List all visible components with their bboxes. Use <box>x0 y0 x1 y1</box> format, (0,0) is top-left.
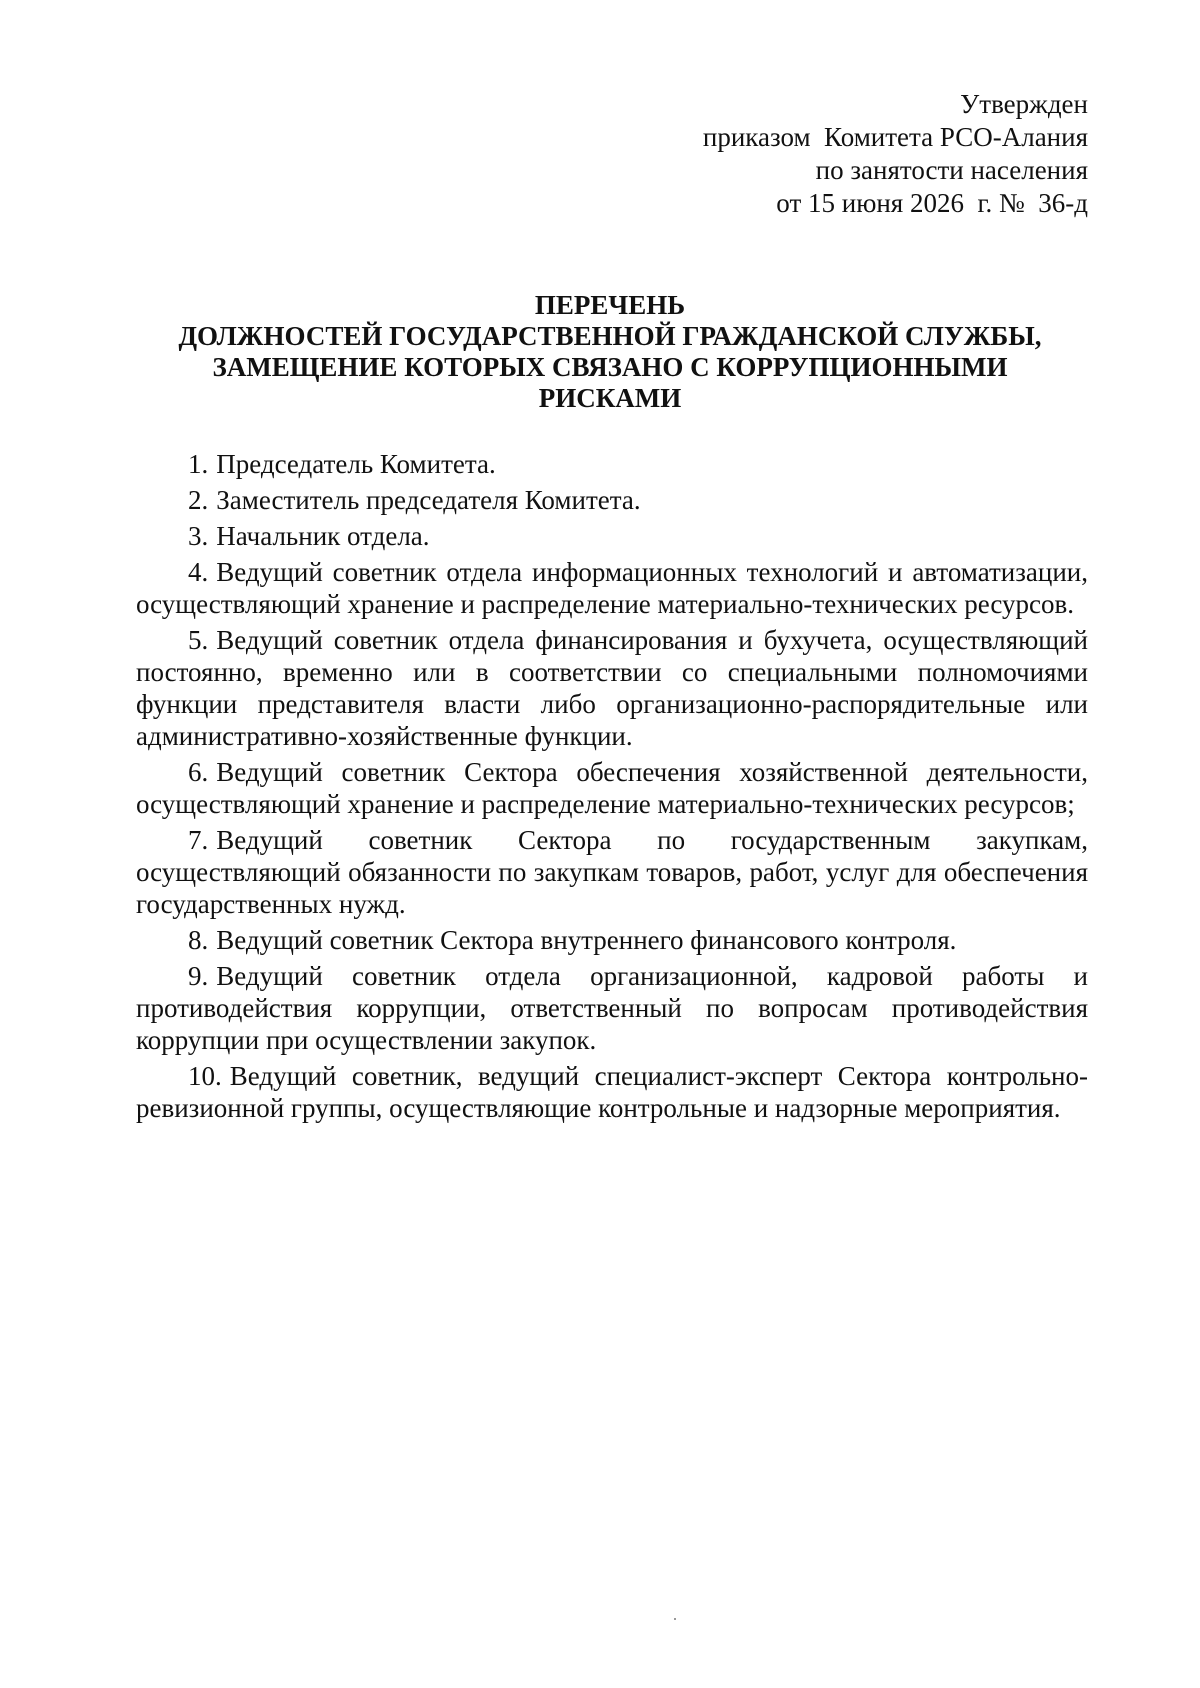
item-text: Ведущий советник Сектора по государственным закупкам, осуществляющий обязанности по закупкам товаров, работ, услуг для обеспечения государственных нужд. <box>136 825 1088 919</box>
item-number: 2. <box>188 485 209 515</box>
item-number: 7. <box>188 825 209 855</box>
document-title <box>140 290 1080 414</box>
list-item <box>136 756 1088 820</box>
item-text: Ведущий советник отдела финансирования и бухучета, осуществляющий постоянно, временно или в соответствии со специальными полномочиями функции представителя власти либо организационно-распорядительные или административно-хозяйственные функции. <box>136 625 1088 751</box>
title-line: ДОЛЖНОСТЕЙ ГОСУДАРСТВЕННОЙ ГРАЖДАНСКОЙ СЛУЖБЫ, <box>178 321 1042 351</box>
list-item <box>136 924 1088 956</box>
item-number: 4. <box>188 557 209 587</box>
scan-speck <box>674 1618 676 1620</box>
approval-line: Утвержден <box>960 89 1088 119</box>
approval-line: по занятости населения <box>815 155 1088 185</box>
item-number: 8. <box>188 925 209 955</box>
item-text: Ведущий советник Сектора обеспечения хозяйственной деятельности, осуществляющий хранение и распределение материально-технических ресурсов; <box>136 757 1088 819</box>
list-item <box>136 624 1088 752</box>
title-line: РИСКАМИ <box>538 383 682 413</box>
item-number: 1. <box>188 449 209 479</box>
item-number: 5. <box>188 625 209 655</box>
item-text: Ведущий советник Сектора внутреннего финансового контроля. <box>216 925 957 955</box>
item-number: 10. <box>188 1061 222 1091</box>
item-number: 3. <box>188 521 209 551</box>
title-line: ЗАМЕЩЕНИЕ КОТОРЫХ СВЯЗАНО С КОРРУПЦИОННЫМИ <box>212 352 1008 382</box>
item-text: Председатель Комитета. <box>216 449 496 479</box>
list-item <box>136 520 1088 552</box>
list-item <box>136 448 1088 480</box>
list-item <box>136 824 1088 920</box>
item-text: Ведущий советник отдела организационной, кадровой работы и противодействия коррупции, ответственный по вопросам противодействия коррупции при осуществлении закупок. <box>136 961 1088 1055</box>
item-number: 9. <box>188 961 209 991</box>
list-item <box>136 484 1088 516</box>
approval-line: приказом Комитета РСО-Алания <box>702 122 1088 152</box>
list-item <box>136 960 1088 1056</box>
approval-stamp <box>703 88 1088 220</box>
item-text: Ведущий советник, ведущий специалист-эксперт Сектора контрольно-ревизионной группы, осуществляющие контрольные и надзорные мероприятия. <box>136 1061 1088 1123</box>
item-text: Заместитель председателя Комитета. <box>216 485 641 515</box>
list-item <box>136 1060 1088 1124</box>
item-text: Начальник отдела. <box>216 521 430 551</box>
list-item <box>136 556 1088 620</box>
positions-list <box>136 448 1088 1124</box>
approval-line: от 15 июня 2026 г. № 36-д <box>776 188 1088 218</box>
item-number: 6. <box>188 757 209 787</box>
title-line: ПЕРЕЧЕНЬ <box>534 290 686 320</box>
item-text: Ведущий советник отдела информационных технологий и автоматизации, осуществляющий хранение и распределение материально-технических ресурсов. <box>136 557 1088 619</box>
